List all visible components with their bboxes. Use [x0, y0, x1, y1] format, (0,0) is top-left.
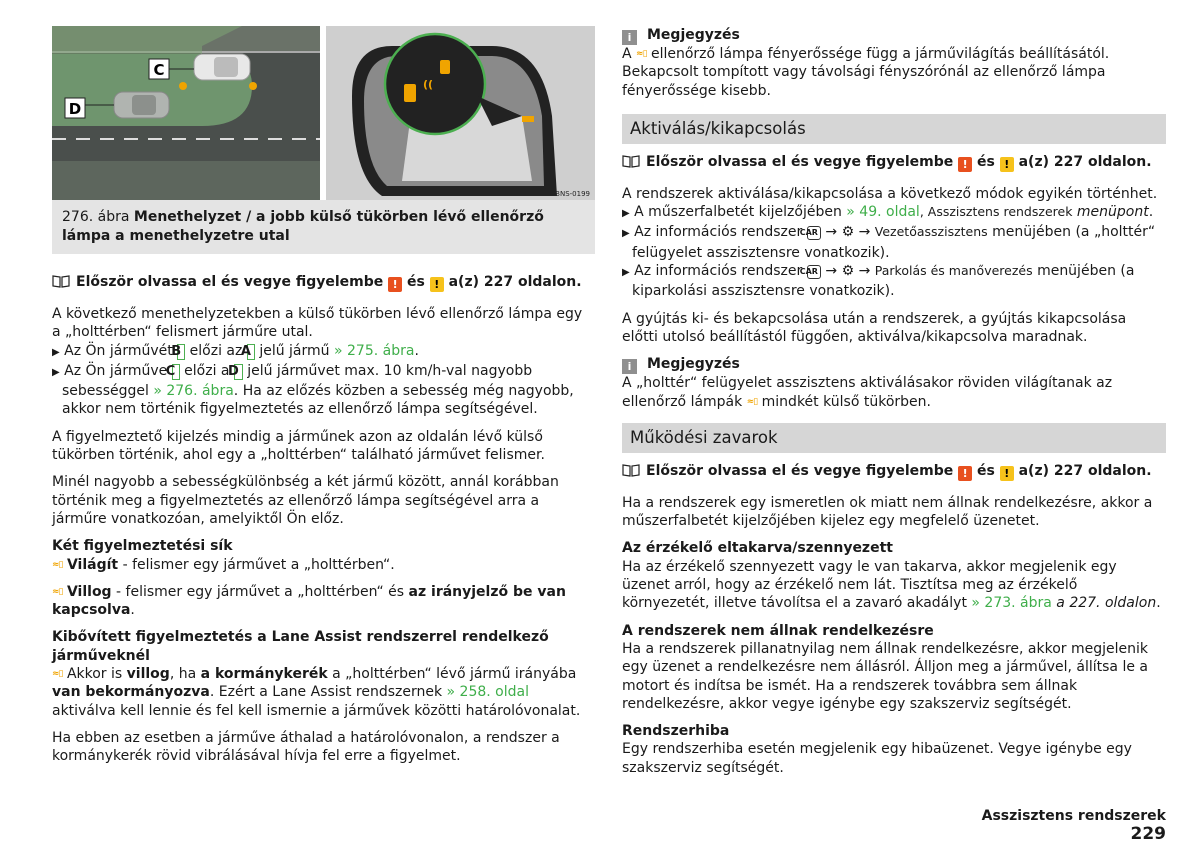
section-malfunctions: Működési zavarok — [622, 423, 1166, 453]
note-heading: i Megjegyzés — [622, 26, 1166, 45]
bullet-infotainment-driver-assist: ▶ Az információs rendszer CAR → ⚙ → Vezetőasszisztens menüjében (a „holttér“ felügyelet asszisztensre vonatkozik). — [622, 224, 1156, 261]
bullet-overtaken: ▶ Az Ön járművét B előzi az A jelű jármű » 275. ábra. — [52, 342, 419, 359]
book-icon — [52, 275, 70, 288]
link-figure-275[interactable]: » 275. ábra — [334, 342, 415, 359]
note-heading: i Megjegyzés — [622, 355, 1166, 374]
paragraph-unavailable-message: Ha a rendszerek egy ismeretlen ok miatt nem állnak rendelkezésre, akkor a műszerfalbetét kijelzőjében kijelez egy megfelelő üzenetet. — [622, 494, 1153, 530]
heading-two-levels: Két figyelmeztetési sík — [52, 538, 233, 555]
heading-system-error: Rendszerhiba — [622, 723, 730, 740]
read-first-line: Először olvassa el és vegye figyelembe ! és ! a(z) 227 oldalon. — [622, 462, 1166, 481]
figure-label-c: C — [153, 61, 165, 79]
footer-section: Asszisztens rendszerek — [981, 808, 1166, 824]
link-figure-276[interactable]: » 276. ábra — [153, 383, 234, 400]
note-activation-lamps: A „holttér“ felügyelet asszisztens aktiválásakor röviden világítanak az ellenőrző lámpák ≈▯ mindkét külső tükörben. — [622, 375, 1113, 410]
warning-icon: ! — [958, 157, 972, 172]
level-flashes: ≈▯ Villog - felismer egy járművet a „holttérben“ és az irányjelző be van kapcsolva. — [52, 583, 566, 619]
info-icon: i — [622, 359, 637, 374]
settings-gear-icon: ⚙ — [841, 263, 855, 280]
caution-icon: ! — [430, 277, 444, 292]
paragraph-activation-modes: A rendszerek aktiválása/kikapcsolása a következő módok egyikén történhet. — [622, 185, 1158, 202]
page-number: 229 — [1130, 824, 1166, 844]
lamp-icon: ≈▯ — [52, 669, 63, 680]
bullet-overtaking: ▶ Az Ön járműve C előzi a D jelű járművet max. 10 km/h-val nagyobb sebességgel » 276. ábra. Ha az előzés közben a sebesség még nagyobb, akkor nem történik figyelmeztetés az ellenőrző lámpa segítségével. — [52, 362, 574, 418]
bullet-instrument-cluster: ▶ A műszerfalbetét kijelzőjében » 49. oldal, Asszisztens rendszerek menüpont. — [622, 204, 1154, 221]
read-first-suffix: a(z) 227 oldalon. — [448, 274, 582, 290]
lamp-icon: ≈▯ — [636, 49, 647, 59]
book-icon — [622, 155, 640, 168]
caption-title: Menethelyzet / a jobb külső tükörben lévő ellenőrző lámpa a menethelyzetre utal — [62, 209, 544, 244]
link-page-258[interactable]: » 258. oldal — [446, 684, 529, 701]
lamp-icon: ≈▯ — [746, 396, 758, 407]
settings-gear-icon: ⚙ — [841, 224, 855, 241]
paragraph-ignition: A gyújtás ki- és bekapcsolása után a rendszerek, a gyújtás kikapcsolása előtti utolsó beállítástól függően, aktiválva/kikapcsolva maradnak. — [622, 310, 1127, 345]
figure-illustration — [52, 26, 595, 200]
left-column — [52, 26, 595, 766]
read-first-and: és — [407, 274, 425, 290]
figure-276 — [52, 26, 595, 200]
paragraph-not-available: Ha a rendszerek pillanatnyilag nem állnak rendelkezésre, akkor megjelenik egy üzenet a rendelkezésre nem állásról. Álljon meg a járművel, állítsa le a motort és indítsa be ismét. Ha a rendszerek továbbra sem állnak rendelkezésre, akkor vegye igénybe egy szakszerviz segítségét. — [622, 640, 1148, 712]
read-first-line: Először olvassa el és vegye figyelembe ! és ! a(z) 227 oldalon. — [622, 153, 1166, 172]
level-lights: ≈▯ Világít - felismer egy járművet a „holttérben“. — [52, 556, 395, 573]
bullet-infotainment-parking: ▶ Az információs rendszer CAR → ⚙ → Parkolás és manőverezés menüjében (a kiparkolási asszisztensre vonatkozik). — [622, 263, 1135, 300]
read-first-prefix: Először olvassa el és vegye figyelembe — [76, 274, 384, 290]
info-icon: i — [622, 30, 637, 45]
warning-icon: ! — [958, 466, 972, 481]
caution-icon: ! — [1000, 157, 1014, 172]
book-icon — [622, 464, 640, 477]
car-button-icon: CAR — [807, 226, 821, 240]
paragraph-warning-side: A figyelmeztető kijelzés mindig a járműnek azon az oldalán lévő külső tükörben történik, ahol egy a „holttérben“ található járművet felismer. — [52, 428, 545, 464]
read-first-line — [52, 273, 595, 292]
paragraph-speed-difference: Minél nagyobb a sebességkülönbség a két jármű között, annál korábban történik meg a figyelmeztetés az ellenőrző lámpa segítségével arra a járműre vonatkozóan, amelyiktől Ön előz. — [52, 474, 559, 527]
car-button-icon: CAR — [807, 265, 821, 279]
heading-extended-warning: Kibővített figyelmeztetés a Lane Assist rendszerrel rendelkező járműveknél — [52, 629, 549, 664]
caution-icon: ! — [1000, 466, 1014, 481]
paragraph-vibration: Ha ebben az esetben a járműve áthalad a határolóvonalon, a rendszer a kormánykerék rövid vibrálásával hívja fel erre a figyelmet. — [52, 729, 560, 765]
label-c: C — [172, 364, 180, 380]
intro-paragraph: A következő menethelyzetekben a külső tükörben lévő ellenőrző lámpa egy a „holttérben“ felismert járműre utal. — [52, 306, 583, 341]
heading-sensor-covered: Az érzékelő eltakarva/szennyezett — [622, 540, 893, 557]
label-b: B — [177, 344, 185, 360]
right-column — [622, 26, 1166, 777]
paragraph-extended-warning: ≈▯ Akkor is villog, ha a kormánykerék a „holttérben“ lévő jármű irányába van bekormányozva. Ezért a Lane Assist rendszernek » 258. oldal aktiválva kell lennie és fel kell ismernie a járművek közötti határolóvonalat. — [52, 666, 581, 719]
figure-code: BNS-0199 — [555, 190, 590, 198]
page-footer — [940, 805, 1166, 844]
link-page-49[interactable]: » 49. oldal — [846, 204, 920, 221]
figure-label-d: D — [68, 100, 82, 118]
heading-not-available: A rendszerek nem állnak rendelkezésre — [622, 622, 934, 639]
section-activation: Aktiválás/kikapcsolás — [622, 114, 1166, 144]
link-figure-273[interactable]: » 273. ábra — [971, 595, 1052, 612]
svg-text:((: (( — [423, 78, 434, 91]
lamp-icon: ≈▯ — [52, 586, 63, 597]
figure-caption — [52, 200, 595, 254]
label-d: D — [234, 364, 243, 380]
paragraph-system-error: Egy rendszerhiba esetén megjelenik egy hibaüzenet. Vegye igénybe egy szakszerviz segítségét. — [622, 741, 1132, 776]
caption-number: 276. ábra — [62, 209, 130, 225]
label-a: A — [247, 344, 255, 360]
warning-icon: ! — [388, 277, 402, 292]
note-brightness: A ≈▯ ellenőrző lámpa fényerőssége függ a járművilágítás beállításától. Bekapcsolt tompított vagy távolsági fényszórónál az ellenőrző lámpa fényerőssége kisebb. — [622, 46, 1110, 99]
lamp-icon: ≈▯ — [52, 559, 63, 570]
paragraph-sensor-covered: Ha az érzékelő szennyezett vagy le van takarva, akkor megjelenik egy üzenet arról, hogy az érzékelő nem lát. Tisztítsa meg az érzékelő környezetét, illetve távolítsa el a zavaró akadályt » 273. ábra a 227. oldalon. — [622, 558, 1161, 612]
